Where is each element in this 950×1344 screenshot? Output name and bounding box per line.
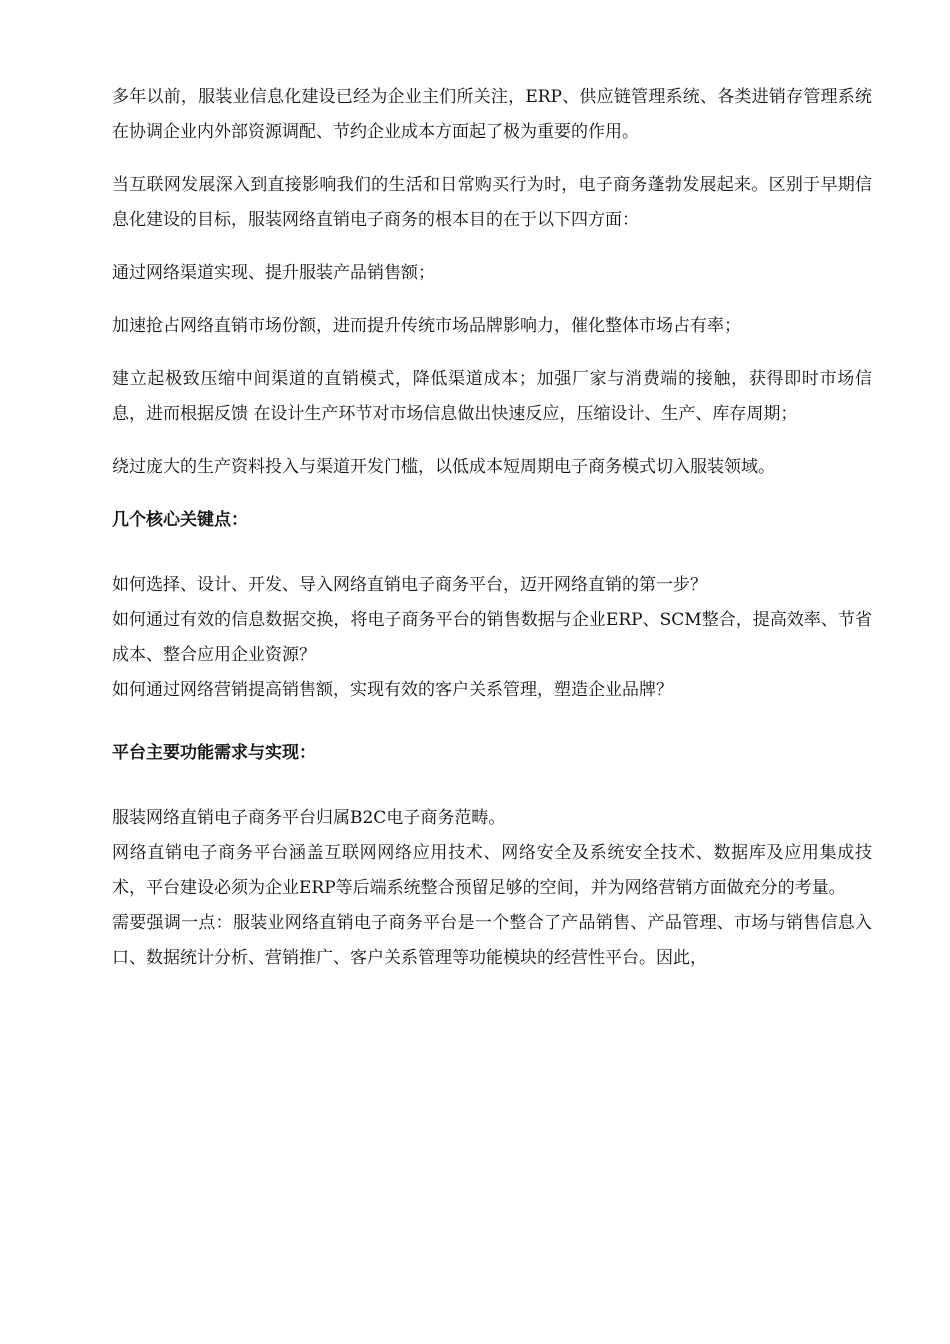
intro-paragraph-2: 当互联网发展深入到直接影响我们的生活和日常购买行为时，电子商务蓬勃发展起来。区别于早期信息化建设的目标，服装网络直销电子商务的根本目的在于以下四方面： <box>112 175 872 230</box>
goal-item-2: 加速抢占网络直销市场份额，进而提升传统市场品牌影响力，催化整体市场占有率； <box>112 316 741 336</box>
key-points-list <box>112 568 872 708</box>
key-point-item: 如何选择、设计、开发、导入网络直销电子商务平台，迈开网络直销的第一步？ <box>112 575 707 595</box>
goal-item-3: 建立起极致压缩中间渠道的直销模式，降低渠道成本；加强厂家与消费端的接触，获得即时市场信息，进而根据反馈 在设计生产环节对市场信息做出快速反应，压缩设计、生产、库存周期； <box>112 369 872 424</box>
platform-paragraph: 网络直销电子商务平台涵盖互联网网络应用技术、网络安全及系统安全技术、数据库及应用集成技术，平台建设必须为企业ERP等后端系统整合预留足够的空间，并为网络营销方面做充分的考量。 <box>112 843 872 898</box>
document-body <box>112 80 872 1004</box>
goal-item-4: 绕过庞大的生产资料投入与渠道开发门槛，以低成本短周期电子商务模式切入服装领域。 <box>112 457 775 477</box>
platform-heading: 平台主要功能需求与实现： <box>112 743 316 763</box>
intro-paragraph-1: 多年以前，服装业信息化建设已经为企业主们所关注，ERP、供应链管理系统、各类进销存管理系统在协调企业内外部资源调配、节约企业成本方面起了极为重要的作用。 <box>112 87 872 142</box>
platform-section <box>112 801 872 976</box>
key-point-item: 如何通过网络营销提高销售额，实现有效的客户关系管理，塑造企业品牌？ <box>112 680 673 700</box>
key-points-heading: 几个核心关键点： <box>112 510 248 530</box>
goal-item-1: 通过网络渠道实现、提升服装产品销售额； <box>112 263 435 283</box>
platform-paragraph: 需要强调一点：服装业网络直销电子商务平台是一个整合了产品销售、产品管理、市场与销售信息入口、数据统计分析、营销推广、客户关系管理等功能模块的经营性平台。因此， <box>112 913 872 968</box>
platform-paragraph: 服装网络直销电子商务平台归属B2C电子商务范畴。 <box>112 808 506 828</box>
key-point-item: 如何通过有效的信息数据交换，将电子商务平台的销售数据与企业ERP、SCM整合，提高效率、节省成本、整合应用企业资源？ <box>112 610 872 665</box>
